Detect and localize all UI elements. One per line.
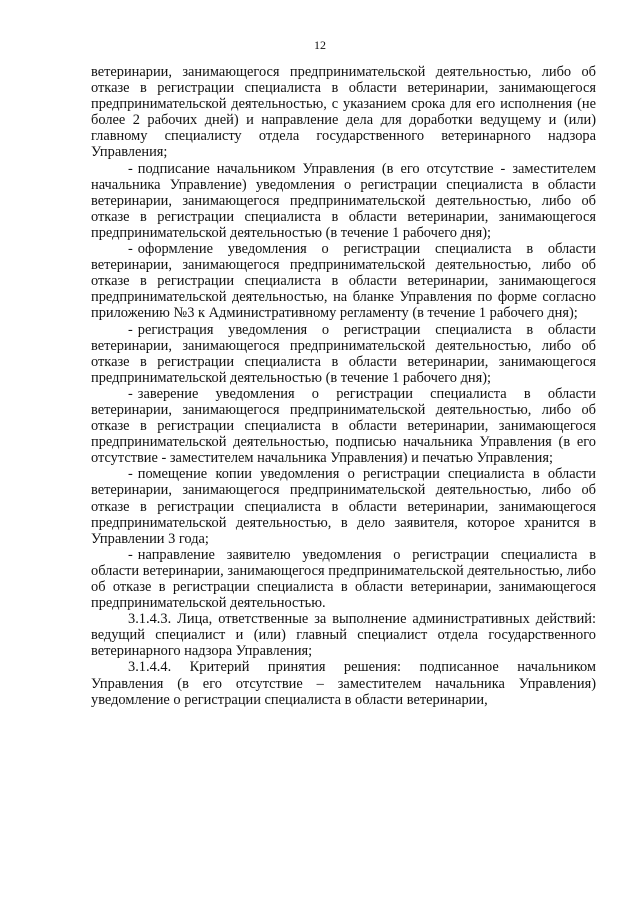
list-dash: - <box>128 241 133 258</box>
clause-3-1-4-3 <box>91 611 596 659</box>
paragraph-text: помещение копии уведомления о регистрации специалиста в области ветеринарии, занимающегося предпринимательской деятельностью, либо об отказе в регистрации специалиста в области ветеринарии, занимающегося предпринимательской деятельностью, в дело заявителя, которое хранится в Управлении 3 года; <box>91 466 596 547</box>
paragraph-text: ветеринарии, занимающегося предпринимательской деятельностью, либо об отказе в регистрации специалиста в области ветеринарии, занимающегося предпринимательской деятельностью, с указанием срока для его исполнения (не более 2 рабочих дней) и направление дела для доработки ведущему и (или) главному специалисту отдела государственного ветеринарного надзора Управления; <box>91 64 596 161</box>
document-body <box>91 64 596 708</box>
paragraph-text: 3.1.4.4. Критерий принятия решения: подписанное начальником Управления (в его отсутствие – заместителем начальника Управления) уведомление о регистрации специалиста в области ветеринарии, <box>91 659 596 708</box>
clause-3-1-4-4 <box>91 659 596 707</box>
paragraph-text: 3.1.4.3. Лица, ответственные за выполнение административных действий: ведущий специалист и (или) главный специалист отдела государственного ветеринарного надзора Управления; <box>91 611 596 660</box>
paragraph-text: направление заявителю уведомления о регистрации специалиста в области ветеринарии, занимающегося предпринимательской деятельностью, либо об отказе в регистрации специалиста в области ветеринарии, занимающегося предпринимательской деятельностью. <box>91 546 596 612</box>
paragraph-continuation <box>91 64 596 161</box>
list-item-certification <box>91 386 596 466</box>
paragraph-text: заверение уведомления о регистрации специалиста в области ветеринарии, занимающегося предпринимательской деятельностью, либо об отказе в регистрации специалиста в области ветеринарии, занимающегося предпринимательской деятельностью, подписью начальника Управления (в его отсутствие - заместителем начальника Управления) и печатью Управления; <box>91 385 596 467</box>
list-item-registration <box>91 322 596 386</box>
list-item-signing <box>91 161 596 241</box>
list-dash: - <box>128 385 133 402</box>
list-dash: - <box>128 466 133 483</box>
list-item-formatting <box>91 241 596 321</box>
page-number: 12 <box>314 38 326 52</box>
paragraph-text: оформление уведомления о регистрации специалиста в области ветеринарии, занимающегося предпринимательской деятельностью, либо об отказе в регистрации специалиста в области ветеринарии, занимающегося предпринимательской деятельностью, на бланке Управления по форме согласно приложению №3 к Административному регламенту (в течение 1 рабочего дня); <box>91 241 596 322</box>
list-dash: - <box>128 321 133 338</box>
list-dash: - <box>128 160 133 177</box>
list-item-filing <box>91 466 596 546</box>
list-item-sending <box>91 547 596 611</box>
paragraph-text: регистрация уведомления о регистрации специалиста в области ветеринарии, занимающегося предпринимательской деятельностью, либо об отказе в регистрации специалиста в области ветеринарии, занимающегося предпринимательской деятельностью (в течение 1 рабочего дня); <box>91 321 596 386</box>
list-dash: - <box>128 546 133 563</box>
paragraph-text: подписание начальником Управления (в его отсутствие - заместителем начальника Управление) уведомления о регистрации специалиста в области ветеринарии, занимающегося предпринимательской деятельностью, либо об отказе в регистрации специалиста в области ветеринарии, занимающегося предпринимательской деятельностью (в течение 1 рабочего дня); <box>91 160 596 241</box>
